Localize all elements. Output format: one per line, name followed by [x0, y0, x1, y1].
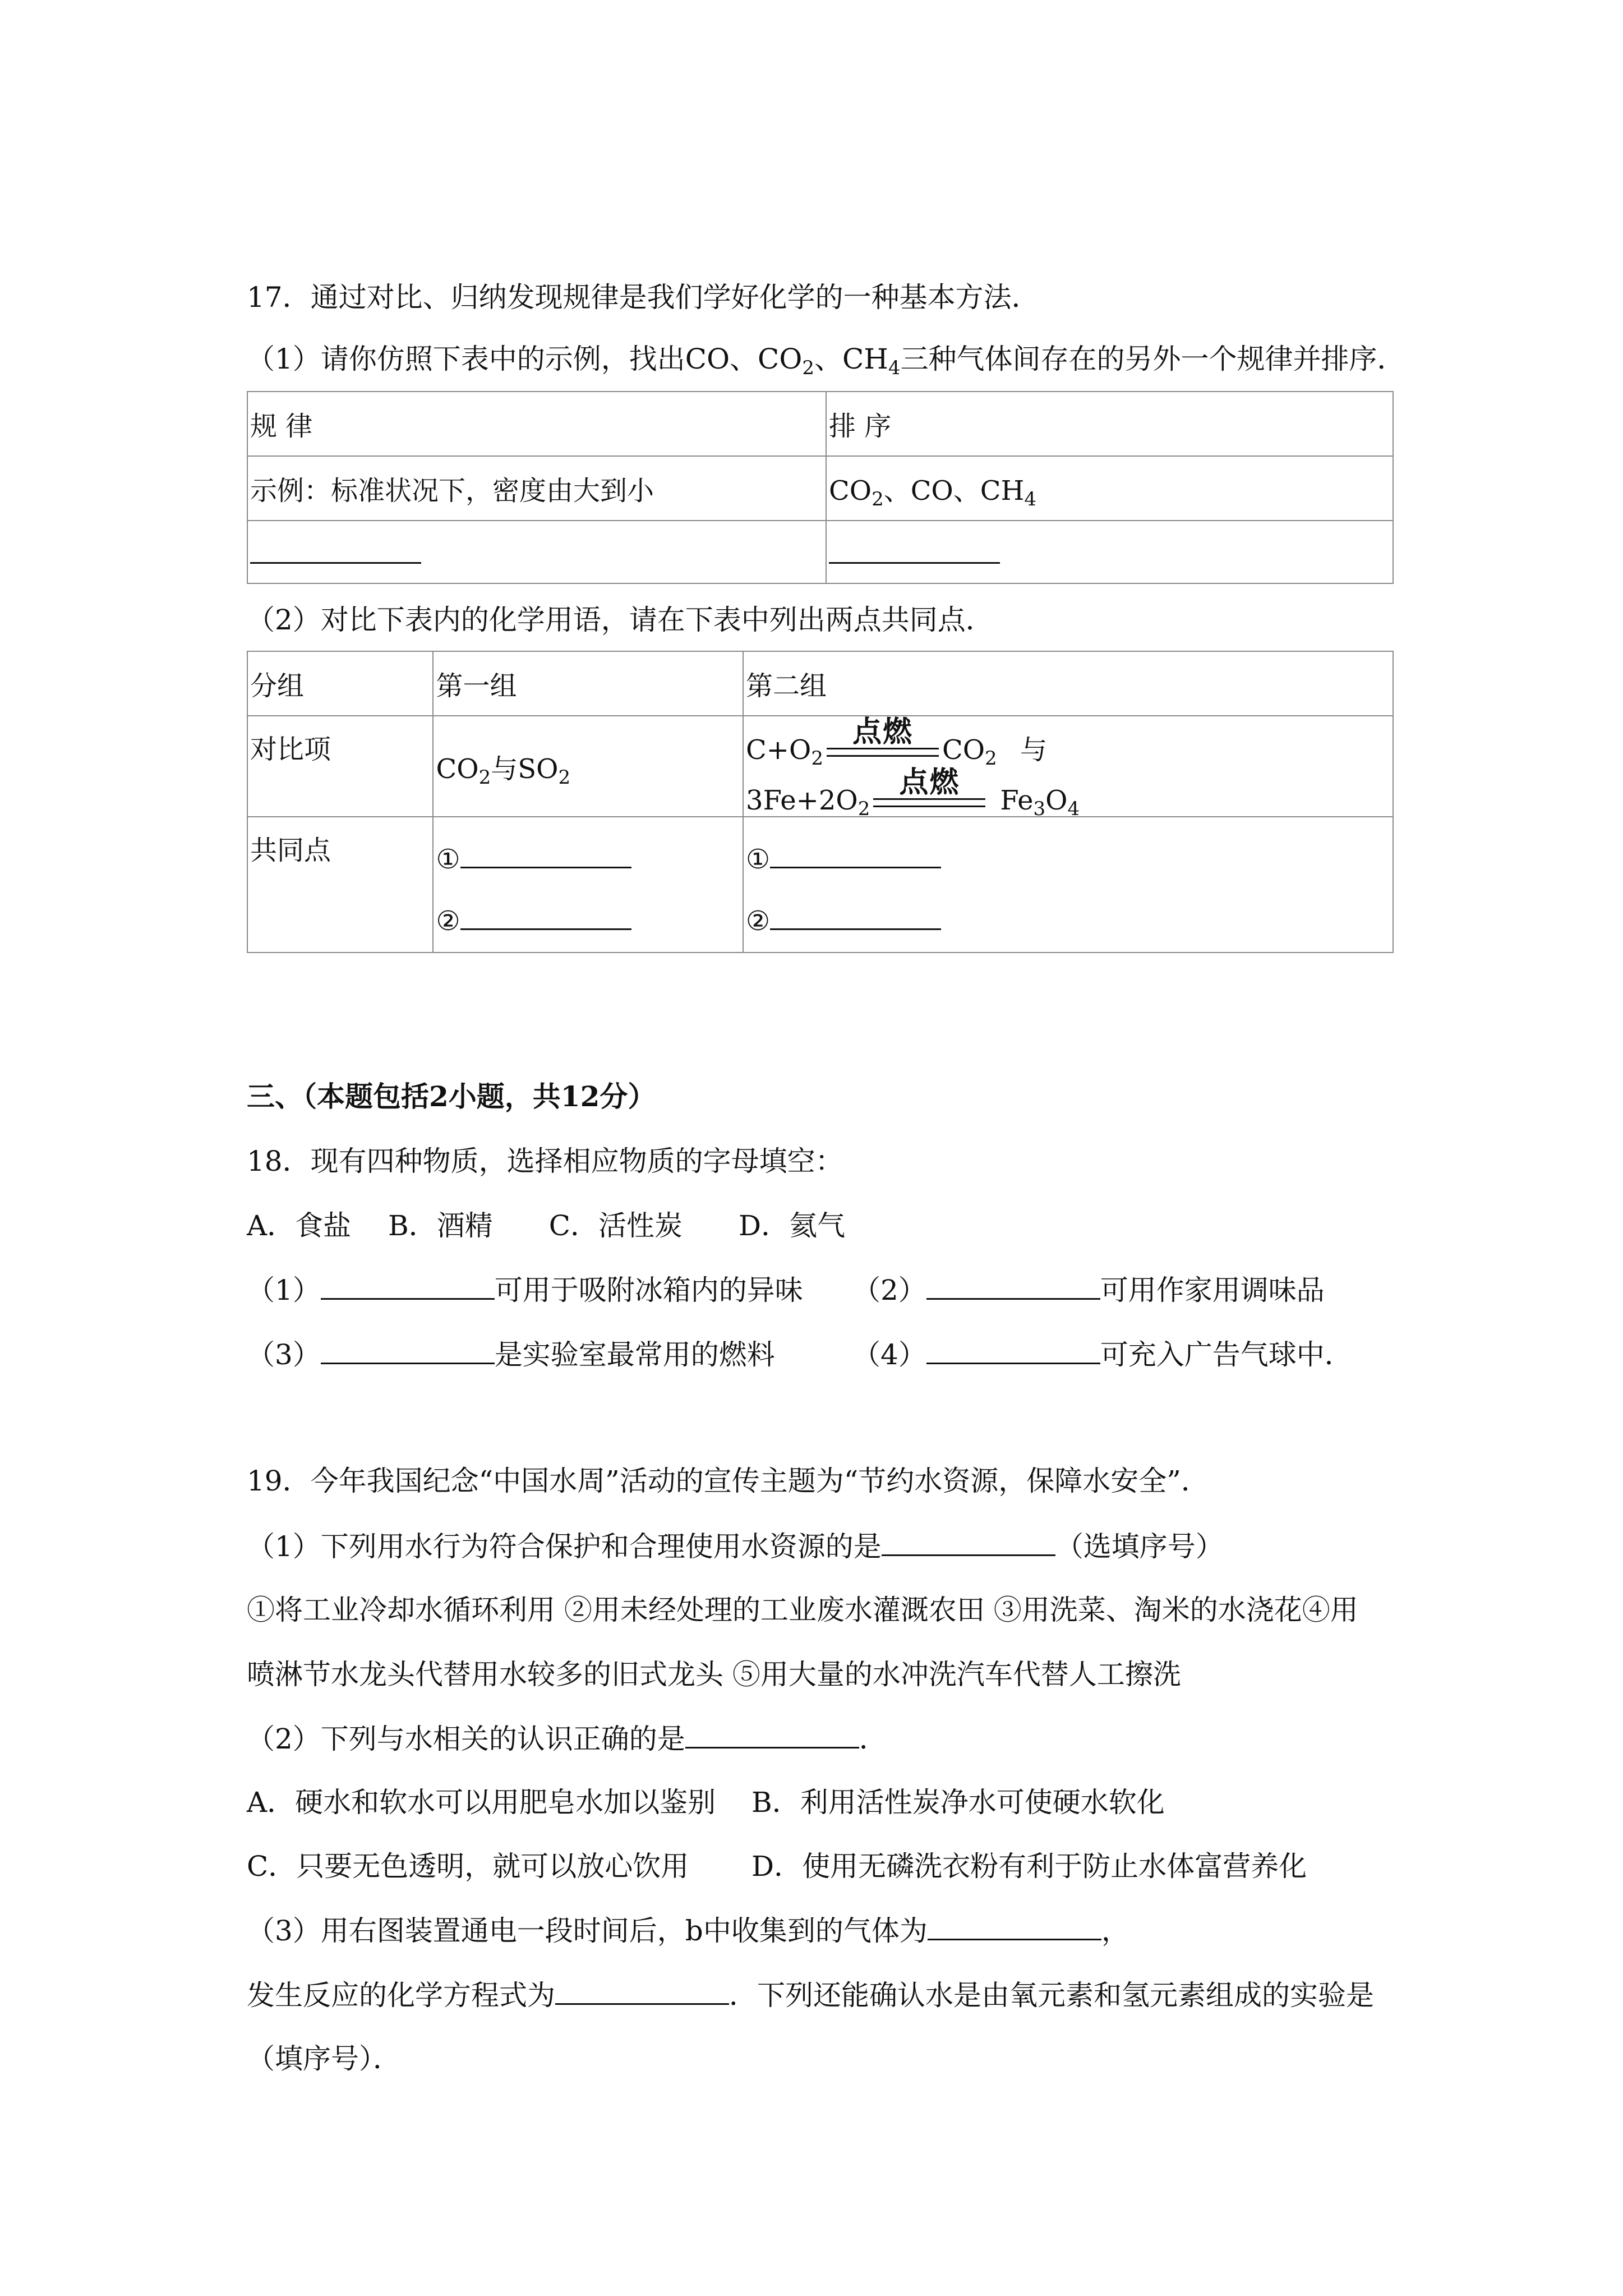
equation-2: $3Fe+2O_2$ 点燃 $Fe_3O_4$ — [746, 766, 1080, 820]
section-heading: 三、（本题包括2小题，共12分） — [247, 1080, 656, 1113]
q19-part1-options-2: 喷淋节水龙头代替用水较多的旧式龙头 ⑤用大量的水冲洗汽车代替人工擦洗 — [247, 1658, 1181, 1691]
answer-blank[interactable] — [555, 1977, 729, 2005]
answer-blank[interactable] — [460, 906, 631, 930]
row-compare: 对比项 — [247, 716, 433, 817]
answer-blank[interactable] — [460, 844, 631, 868]
row-common: 共同点 — [247, 817, 433, 953]
q19-part1-options-1: ①将工业冷却水循环利用 ②用未经处理的工业废水灌溉农田 ③用洗菜、淘米的水浇花④用 — [247, 1594, 1358, 1626]
q19-title: 19．今年我国纪念“中国水周”活动的宣传主题为“节约水资源，保障水安全”． — [247, 1465, 1209, 1497]
answer-blank[interactable] — [770, 906, 941, 930]
q19-part3-line3: （填序号）． — [247, 2042, 401, 2075]
q19-part2-opt-b: B．利用活性炭净水可使硬水软化 — [751, 1786, 1165, 1819]
col-group: 分组 — [247, 651, 433, 716]
answer-blank[interactable] — [928, 1913, 1101, 1940]
q17-part2-prompt: （2）对比下表内的化学用语，请在下表中列出两点共同点． — [247, 604, 994, 636]
q19-part3: （3）用右图装置通电一段时间后，b中收集到的气体为 ， — [247, 1913, 1129, 1948]
q18-row-1: （1） 可用于吸附冰箱内的异味 — [247, 1272, 803, 1307]
q17-part1-prompt: （1）请你仿照下表中的示例，找出CO、$CO_2$、$CH_4$三种气体间存在的另外一个规律并排序． — [247, 343, 1405, 379]
q18-options: A．食盐 B．酒精 C．活性炭 D．氦气 — [247, 1209, 846, 1242]
q17-compare-table — [247, 651, 1394, 953]
answer-blank[interactable] — [926, 1272, 1100, 1300]
q18-row-1b: （2） 可用作家用调味品 — [852, 1272, 1325, 1307]
answer-blank[interactable] — [685, 1721, 859, 1749]
q19-part2-opt-a: A．硬水和软水可以用肥皂水加以鉴别 — [247, 1786, 716, 1819]
answer-order-cell[interactable] — [826, 521, 1393, 583]
second-group-compare: $C+O_2$ 点燃 $CO_2$ 与 $3Fe+2O_2$ 点燃 $Fe_3O_4$ — [743, 716, 1393, 817]
reaction-condition: 点燃 — [827, 716, 939, 766]
header-rule: 规 律 — [247, 392, 826, 456]
second-common-cell[interactable]: ① ② — [743, 817, 1393, 953]
answer-blank[interactable] — [321, 1337, 495, 1364]
answer-rule-cell[interactable] — [247, 521, 826, 583]
answer-blank[interactable] — [882, 1529, 1055, 1556]
q18-row-2: （3） 是实验室最常用的燃料 — [247, 1337, 775, 1372]
q19-part2-opt-d: D．使用无磷洗衣粉有利于防止水体富营养化 — [751, 1850, 1307, 1883]
reaction-condition: 点燃 — [873, 767, 985, 816]
answer-blank[interactable] — [321, 1272, 495, 1300]
header-order: 排 序 — [826, 392, 1393, 456]
answer-blank[interactable] — [926, 1337, 1100, 1364]
equals-bars — [873, 798, 985, 807]
q19-part3-line2: 发生反应的化学方程式为 ．下列还能确认水是由氧元素和氢元素组成的实验是 — [247, 1977, 1374, 2012]
q17-title: 17．通过对比、归纳发现规律是我们学好化学的一种基本方法． — [247, 281, 1040, 314]
q17-rule-table — [247, 391, 1394, 584]
col-first: 第一组 — [433, 651, 743, 716]
example-order: $CO_2$、CO、$CH_4$ — [826, 456, 1393, 521]
first-group-compare: $CO_2$与$SO_2$ — [433, 716, 743, 817]
q19-part2: （2）下列与水相关的认识正确的是 ． — [247, 1721, 887, 1756]
q19-part1: （1）下列用水行为符合保护和合理使用水资源的是 （选填序号） — [247, 1529, 1224, 1563]
example-rule: 示例：标准状况下，密度由大到小 — [247, 456, 826, 521]
first-common-cell[interactable]: ① ② — [433, 817, 743, 953]
equals-bars — [827, 748, 939, 757]
equation-1: $C+O_2$ 点燃 $CO_2$ — [746, 715, 997, 770]
q18-row-2b: （4） 可充入广告气球中． — [852, 1337, 1353, 1372]
answer-blank[interactable] — [250, 540, 421, 564]
answer-blank[interactable] — [770, 844, 941, 868]
q18-title: 18．现有四种物质，选择相应物质的字母填空： — [247, 1145, 843, 1177]
col-second: 第二组 — [743, 651, 1393, 716]
q19-part2-opt-c: C．只要无色透明，就可以放心饮用 — [247, 1850, 689, 1883]
answer-blank[interactable] — [829, 540, 1000, 564]
